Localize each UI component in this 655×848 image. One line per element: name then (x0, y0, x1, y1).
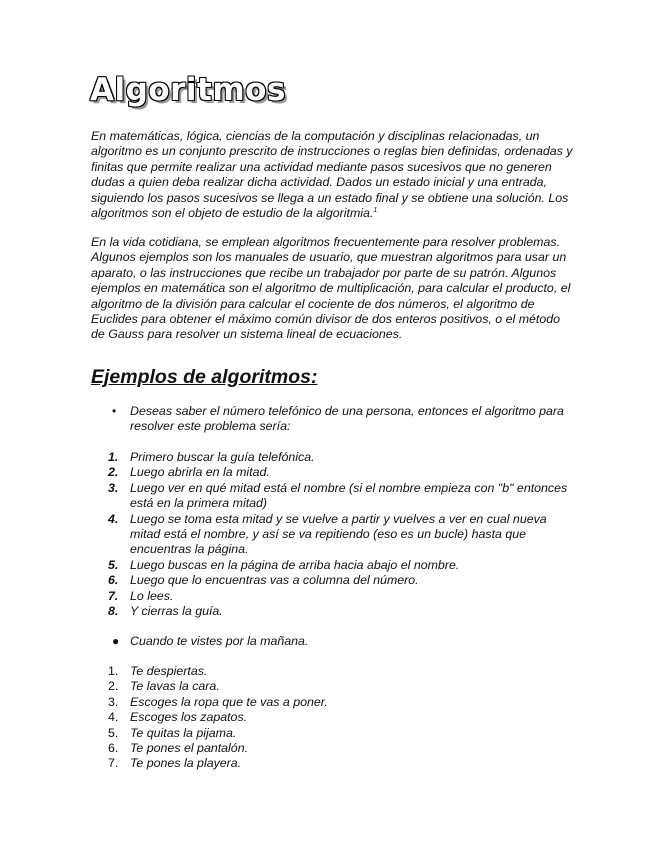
list-item (108, 604, 568, 619)
list-item (108, 726, 568, 741)
step-text: Te pones la playera. (130, 756, 242, 771)
step-text: Luego abrirla en la mitad. (130, 465, 270, 480)
step-text: Te lavas la cara. (130, 679, 220, 694)
step-text: Te despiertas. (130, 664, 208, 678)
everyday-paragraph: En la vida cotidiana, se emplean algoritmos frecuentemente para resolver problemas. Algunos ejemplos son los manuales de usuario, que muestran algoritmos para usar un aparato, o las instrucciones que recibe un trabajador por parte de su patrón. Algunos ejemplos en matemática son el algoritmo de multiplicación, para calcular el producto, el algoritmo de la división para calcular el cociente de dos números, el algoritmo de Euclides para obtener el máximo común divisor de dos enteros positivos, o el método de Gauss para resolver un sistema lineal de ecuaciones. (91, 235, 571, 342)
bullet-icon: • (112, 404, 117, 418)
step-text: Escoges la ropa que te vas a poner. (130, 694, 328, 709)
step-text: Y cierras la guía. (130, 604, 223, 619)
step-text: Luego ver en qué mitad está el nombre (si el nombre empieza con "b" entonces está en la primera mitad) (130, 480, 568, 511)
example2-bullet-item (112, 634, 567, 649)
step-number: 7. (108, 756, 119, 771)
list-item (108, 710, 568, 725)
step-text: Te pones el pantalón. (130, 741, 249, 756)
step-number: 8. (108, 604, 119, 619)
step-number: 6. (108, 573, 119, 588)
list-item (108, 558, 568, 573)
step-text: Luego que lo encuentras vas a columna del número. (130, 573, 419, 588)
list-item (108, 741, 568, 756)
list-item (108, 756, 568, 771)
list-item (108, 450, 568, 465)
example1-intro: Deseas saber el número telefónico de una persona, entonces el algoritmo para resolver este problema sería: (130, 404, 564, 434)
step-number: 7. (108, 588, 119, 603)
examples-heading: Ejemplos de algoritmos: (91, 366, 318, 388)
list-item (108, 512, 568, 558)
step-number: 1. (108, 450, 119, 464)
step-number: 3. (108, 480, 119, 495)
list-item (108, 679, 568, 694)
step-text: Primero buscar la guía telefónica. (130, 450, 315, 464)
footnote-mark[interactable]: 1 (373, 206, 378, 214)
step-number: 5. (108, 725, 119, 740)
step-text: Escoges los zapatos. (130, 710, 248, 725)
example2-steps (108, 664, 568, 772)
step-number: 4. (108, 710, 119, 725)
intro-paragraph-text: En matemáticas, lógica, ciencias de la computación y disciplinas relacionadas, un algoritmo es un conjunto prescrito de instrucciones o reglas bien definidas, ordenadas y finitas que permite realizar una actividad mediante pasos sucesivos que no generen dudas a quien deba realizar dicha actividad. Dados un estado inicial y una entrada, siguiendo los pasos sucesivos se llega a un estado final y se obtiene una solución. Los algoritmos son el objeto de estudio de la algoritmia. (91, 129, 573, 221)
step-text: Luego buscas en la página de arriba hacia abajo el nombre. (130, 557, 460, 572)
step-number: 4. (108, 511, 119, 526)
step-number: 2. (108, 679, 119, 694)
step-number: 5. (108, 557, 119, 572)
step-number: 2. (108, 465, 119, 480)
step-number: 6. (108, 741, 119, 756)
list-item (108, 465, 568, 480)
example1-steps (108, 450, 568, 619)
list-item (108, 481, 568, 512)
step-text: Lo lees. (130, 588, 174, 603)
step-number: 3. (108, 694, 119, 709)
list-item (108, 573, 568, 588)
step-number: 1. (108, 664, 119, 678)
step-text: Te quitas la pijama. (130, 725, 237, 740)
document-title: Algoritmos (90, 72, 286, 108)
example1-bullet-item (112, 404, 567, 435)
step-text: Luego se toma esta mitad y se vuelve a partir y vuelves a ver en cual nueva mitad está el nombre, y así se va repitiendo (eso es un bucle) hasta que encuentras la página. (130, 511, 547, 557)
example2-intro: Cuando te vistes por la mañana. (130, 634, 309, 648)
list-item (108, 664, 568, 679)
list-item (108, 589, 568, 604)
bullet-icon: ● (112, 634, 120, 648)
intro-paragraph (91, 129, 573, 221)
list-item (108, 695, 568, 710)
